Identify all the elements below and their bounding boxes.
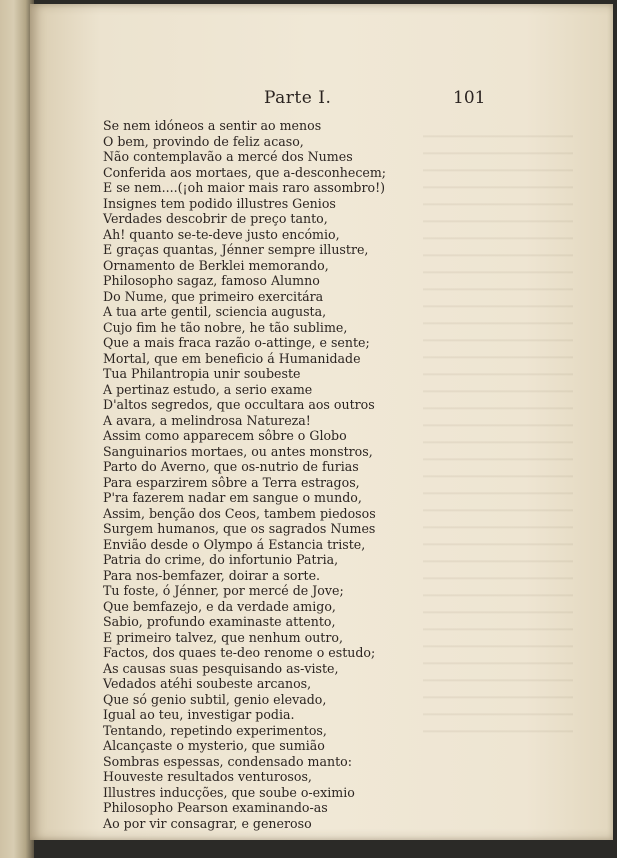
- verse-line: Tua Philantropia unir soubeste: [103, 366, 301, 381]
- verse-line: Igual ao teu, investigar podia.: [103, 707, 295, 722]
- page-number: 101: [453, 88, 486, 108]
- running-title: Parte I.: [264, 88, 332, 108]
- verse-line: Envião desde o Olympo á Estancia triste,: [103, 536, 366, 552]
- verse-line: Não contemplavão a mercé dos Numes: [103, 149, 353, 164]
- verse-line: O bem, provindo de feliz acaso,: [103, 133, 304, 149]
- verse-line: Assim, benção dos Ceos, tambem piedosos: [103, 505, 376, 521]
- verse-line: Sabio, profundo examinaste attento,: [103, 614, 336, 629]
- verse-block: [103, 118, 553, 831]
- verse-line: E graças quantas, Jénner sempre illustre,: [103, 242, 369, 257]
- verse-line: Houveste resultados venturosos,: [103, 769, 312, 784]
- verse-line: Conferida aos mortaes, que a-desconhecem;: [103, 164, 387, 180]
- book-page: [30, 4, 613, 840]
- verse-line: Tu foste, ó Jénner, por mercé de Jove;: [103, 583, 344, 598]
- verse-line: Para esparzirem sôbre a Terra estragos,: [103, 474, 360, 490]
- verse-line: Philosopho sagaz, famoso Alumno: [103, 273, 320, 288]
- verse-line: Philosopho Pearson examinando-as: [103, 800, 328, 815]
- page-header: [30, 88, 613, 112]
- verse-line: Sanguinarios mortaes, ou antes monstros,: [103, 443, 373, 459]
- verse-line: Verdades descobrir de preço tanto,: [103, 211, 328, 226]
- verse-line: Surgem humanos, que os sagrados Numes: [103, 521, 376, 536]
- verse-line: Tentando, repetindo experimentos,: [103, 722, 327, 738]
- verse-line: Assim como apparecem sôbre o Globo: [103, 428, 347, 443]
- verse-line: Sombras espessas, condensado manto:: [103, 753, 352, 769]
- verse-line: Para nos-bemfazer, doirar a sorte.: [103, 567, 321, 583]
- verse-line: A avara, a melindrosa Natureza!: [103, 412, 311, 428]
- verse-line: Alcançaste o mysterio, que sumião: [103, 738, 325, 753]
- verse-line: As causas suas pesquisando as-viste,: [103, 660, 339, 676]
- verse-line: Que a mais fraca razão o-attinge, e sente;: [103, 335, 370, 350]
- verse-line: D'altos segredos, que occultara aos outros: [103, 397, 375, 412]
- previous-page-edge: [0, 0, 34, 858]
- verse-line: Illustres inducções, que soube o-eximio: [103, 784, 355, 800]
- verse-line: Ao por vir consagrar, e generoso: [103, 815, 312, 831]
- verse-line: E primeiro talvez, que nenhum outro,: [103, 629, 343, 645]
- verse-line: Que bemfazejo, e da verdade amigo,: [103, 598, 336, 614]
- verse-line: P'ra fazerem nadar em sangue o mundo,: [103, 490, 362, 505]
- verse-line: E se nem....(¡oh maior mais raro assombro!): [103, 180, 386, 195]
- verse-line: Mortal, que em beneficio á Humanidade: [103, 350, 361, 366]
- verse-line: A tua arte gentil, sciencia augusta,: [103, 304, 327, 319]
- verse-line: Vedados atéhi soubeste arcanos,: [103, 676, 312, 691]
- verse-line: Insignes tem podido illustres Genios: [103, 195, 336, 211]
- verse-line: Ornamento de Berklei memorando,: [103, 257, 329, 273]
- verse-line: Cujo fim he tão nobre, he tão sublime,: [103, 319, 348, 335]
- verse-line: Que só genio subtil, genio elevado,: [103, 691, 327, 707]
- verse-line: Factos, dos quaes te-deo renome o estudo;: [103, 645, 376, 660]
- verse-line: Do Nume, que primeiro exercitára: [103, 288, 324, 304]
- verse-line: Parto do Averno, que os-nutrio de furias: [103, 459, 359, 474]
- verse-line: Se nem idóneos a sentir ao menos: [103, 118, 322, 133]
- verse-line: A pertinaz estudo, a serio exame: [103, 381, 313, 397]
- verse-line: Ah! quanto se-te-deve justo encómio,: [103, 226, 340, 242]
- verse-line: Patria do crime, do infortunio Patria,: [103, 552, 339, 567]
